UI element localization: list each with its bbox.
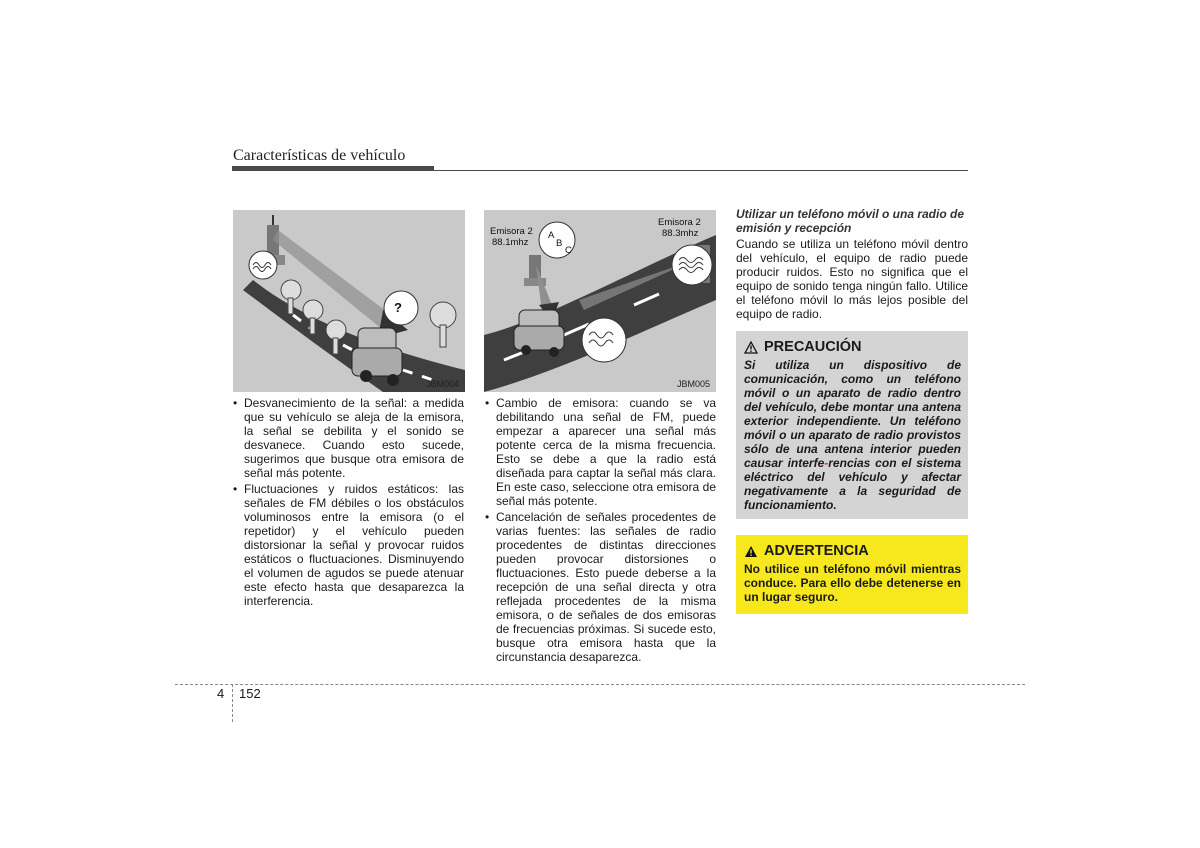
list-item: • Fluctuaciones y ruidos estáticos: las señales de FM débiles o los obstáculos voluminosos entre la emisora (o el repetidor) y el vehículo pueden distorsionar la señal y provocar ruidos estáticos o fluctuaciones. Disminuyendo el volumen de agudos se puede atenuar este efecto hasta que desaparezca la interferencia. — [232, 482, 464, 608]
caution-box — [736, 331, 968, 519]
figure-code: JBM005 — [676, 379, 710, 389]
station-label-1: Emisora 2 — [490, 226, 533, 237]
figure-code: JBM004 — [425, 379, 459, 389]
footer-divider-vertical — [232, 684, 233, 722]
warning-title-text: ADVERTENCIA — [764, 543, 869, 559]
question-bubble: ? — [394, 300, 402, 315]
chapter-number: 4 — [217, 686, 225, 701]
list-item: • Cancelación de señales procedentes de varias fuentes: las señales de radio procedentes de distintas direcciones pueden provocar distorsiones o fluctuaciones. Esto puede deberse a la recepción de una señal directa y otra reflejada procedentes de la misma emisora, o de señales de dos emisoras de frecuencias próximas. Si sucede esto, busque otra emisora hasta que la circunstancia desaparezca. — [484, 510, 716, 664]
page-section-title: Características de vehículo — [233, 147, 406, 164]
caution-body-end: rencias con el sistema eléctrico del vehículo y afectar negativamente a la seguridad de funcionamiento. — [744, 456, 961, 512]
list-item: • Cambio de emisora: cuando se va debilitando una señal de FM, puede empezar a aparecer una señal más potente cerca de la misma frecuencia. Esto se debe a que la radio está diseñada para captar la señal más clara. En este caso, seleccione otra emisora de señal más potente. — [484, 396, 716, 508]
station-freq-2: 88.3mhz — [662, 228, 699, 239]
caution-hyphen: - — [824, 456, 829, 470]
list-item: • Desvanecimiento de la señal: a medida que su vehículo se aleja de la emisora, la señal se debilita y el sonido se desvanece. Cuando esto sucede, sugerimos que busque otra emisora de señal más potente. — [232, 396, 464, 480]
warning-box — [736, 535, 968, 614]
letter-a: A — [548, 230, 555, 241]
station-label-2: Emisora 2 — [658, 217, 701, 228]
figure-station-switch — [484, 210, 716, 392]
column-2 — [484, 396, 716, 666]
warning-triangle-icon — [744, 545, 758, 558]
caution-body-start: Si utiliza un dispositivo de comunicación, como un teléfono móvil o un aparato de radio dentro del vehículo, debe montar una antena exterior independiente. Un teléfono móvil o un aparato de radio provistos sólo de una antena interior pueden causar interfe — [744, 358, 961, 470]
warning-title — [744, 543, 961, 559]
section-heading: Utilizar un teléfono móvil o una radio de emisión y recepción — [736, 207, 965, 235]
warning-triangle-icon — [744, 341, 758, 354]
section-paragraph: Cuando se utiliza un teléfono móvil dentro del vehículo, el equipo de radio puede producir ruidos. Esto no significa que el equipo de sonido tenga ningún fallo. Utilice el teléfono móvil lo más lejos posible del equipo de radio. — [736, 237, 968, 321]
station-freq-1: 88.1mhz — [492, 237, 529, 248]
caution-title-text: PRECAUCIÓN — [764, 339, 862, 355]
header-rule — [232, 170, 968, 171]
warning-body: No utilice un teléfono móvil mientras conduce. Para ello debe detenerse en un lugar seguro. — [744, 562, 961, 604]
caution-title — [744, 339, 961, 355]
letter-b: B — [556, 238, 563, 249]
letter-c: C — [565, 245, 572, 256]
figure-signal-fading — [233, 210, 465, 392]
column-3 — [736, 207, 968, 321]
column-1 — [232, 396, 464, 610]
caution-body — [744, 358, 961, 512]
page-number: 152 — [239, 686, 261, 701]
footer-divider — [175, 684, 1025, 685]
